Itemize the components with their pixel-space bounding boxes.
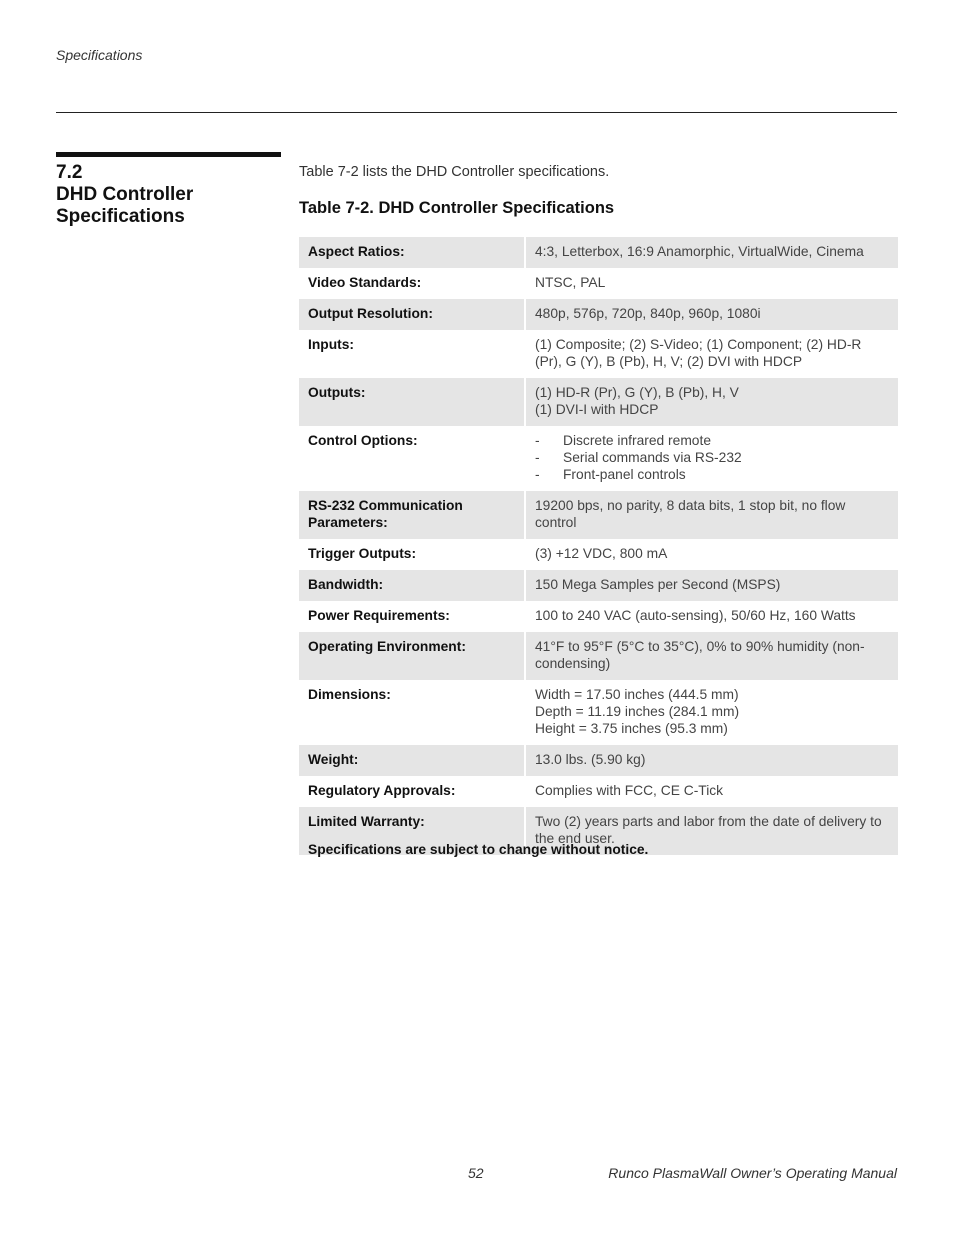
- spec-value: [524, 745, 898, 776]
- spec-value-line: Depth = 11.19 inches (284.1 mm): [535, 704, 740, 719]
- section-title: DHD Controller Specifications: [56, 184, 194, 227]
- spec-value: [524, 776, 898, 807]
- spec-label: Output Resolution:: [299, 299, 524, 330]
- bullet-text: Front-panel controls: [563, 467, 686, 482]
- bullet-item: [535, 432, 889, 449]
- spec-value: [524, 680, 898, 745]
- spec-value: [524, 426, 898, 491]
- spec-value-line: Height = 3.75 inches (95.3 mm): [535, 721, 728, 736]
- spec-label: Limited Warranty:: [299, 807, 524, 855]
- intro-text: Table 7-2 lists the DHD Controller specifications.: [299, 164, 610, 180]
- table-row: [299, 426, 898, 491]
- table-row: [299, 632, 898, 680]
- table-row: [299, 570, 898, 601]
- spec-value: [524, 570, 898, 601]
- section-bar: [56, 152, 281, 157]
- spec-value: [524, 268, 898, 299]
- table-row: [299, 680, 898, 745]
- table-row: [299, 237, 898, 268]
- spec-label: Dimensions:: [308, 687, 391, 702]
- running-head: Specifications: [56, 47, 143, 63]
- bullet-text: Serial commands via RS-232: [563, 450, 742, 465]
- bullet-mark: -: [535, 433, 540, 448]
- spec-table: [299, 237, 898, 855]
- bullet-text: Discrete infrared remote: [563, 433, 711, 448]
- spec-value-line: Complies with FCC, CE C-Tick: [535, 783, 724, 798]
- spec-label: Power Requirements:: [308, 608, 450, 623]
- spec-value: [524, 378, 898, 426]
- spec-value-line: Two (2) years parts and labor from the date of delivery to the end user.: [535, 814, 882, 846]
- table-row: [299, 491, 898, 539]
- spec-label: Operating Environment:: [299, 632, 524, 680]
- spec-label: Bandwidth:: [299, 570, 524, 601]
- spec-value-line: NTSC, PAL: [535, 275, 606, 290]
- table-row: [299, 745, 898, 776]
- table-row: [299, 776, 898, 807]
- table-row: [299, 268, 898, 299]
- spec-label: Regulatory Approvals:: [308, 783, 456, 798]
- spec-value-line: 4:3, Letterbox, 16:9 Anamorphic, VirtualWide, Cinema: [535, 244, 864, 259]
- table-row: [299, 601, 898, 632]
- spec-label: Outputs:: [299, 378, 524, 426]
- spec-label: Video Standards:: [308, 275, 422, 290]
- spec-value-line: 13.0 lbs. (5.90 kg): [535, 752, 646, 767]
- spec-value-line: 480p, 576p, 720p, 840p, 960p, 1080i: [535, 306, 761, 321]
- spec-label: Trigger Outputs:: [308, 546, 417, 561]
- manual-title: Runco PlasmaWall Owner’s Operating Manual: [608, 1165, 897, 1181]
- spec-value-line: (3) +12 VDC, 800 mA: [535, 546, 668, 561]
- page-number: 52: [468, 1165, 484, 1181]
- table-row: [299, 378, 898, 426]
- spec-value: [524, 299, 898, 330]
- table-row: [299, 299, 898, 330]
- spec-value-line: 100 to 240 VAC (auto-sensing), 50/60 Hz, 160 Watts: [535, 608, 856, 623]
- spec-label: Aspect Ratios:: [299, 237, 524, 268]
- spec-value: [524, 601, 898, 632]
- spec-value: [524, 237, 898, 268]
- spec-label: Inputs:: [308, 337, 354, 352]
- bullet-item: [535, 449, 889, 466]
- spec-value: [524, 491, 898, 539]
- spec-value-line: (1) Composite; (2) S-Video; (1) Component; (2) HD-R (Pr), G (Y), B (Pb), H, V; (2) DVI with HDCP: [535, 337, 862, 369]
- table-caption: Table 7-2. DHD Controller Specifications: [299, 199, 615, 217]
- spec-value-line: 41°F to 95°F (5°C to 35°C), 0% to 90% humidity (non-condensing): [535, 639, 865, 671]
- spec-value-line: 150 Mega Samples per Second (MSPS): [535, 577, 781, 592]
- bullet-mark: -: [535, 467, 540, 482]
- spec-value-line: 19200 bps, no parity, 8 data bits, 1 stop bit, no flow control: [535, 498, 846, 530]
- spec-value: [524, 539, 898, 570]
- spec-value-line: Width = 17.50 inches (444.5 mm): [535, 687, 739, 702]
- header-rule: [56, 112, 897, 113]
- spec-value: [524, 632, 898, 680]
- table-row: [299, 539, 898, 570]
- spec-label: Weight:: [299, 745, 524, 776]
- spec-value-line: (1) HD-R (Pr), G (Y), B (Pb), H, V: [535, 385, 739, 400]
- bullet-mark: -: [535, 450, 540, 465]
- spec-label: RS-232 Communication Parameters:: [299, 491, 524, 539]
- section-number: 7.2: [56, 162, 83, 183]
- spec-value-line: (1) DVI-I with HDCP: [535, 402, 659, 417]
- table-row: [299, 330, 898, 378]
- table-notice: Specifications are subject to change without notice.: [308, 842, 649, 857]
- bullet-item: [535, 466, 889, 483]
- spec-label: Control Options:: [308, 433, 418, 448]
- spec-value: [524, 330, 898, 378]
